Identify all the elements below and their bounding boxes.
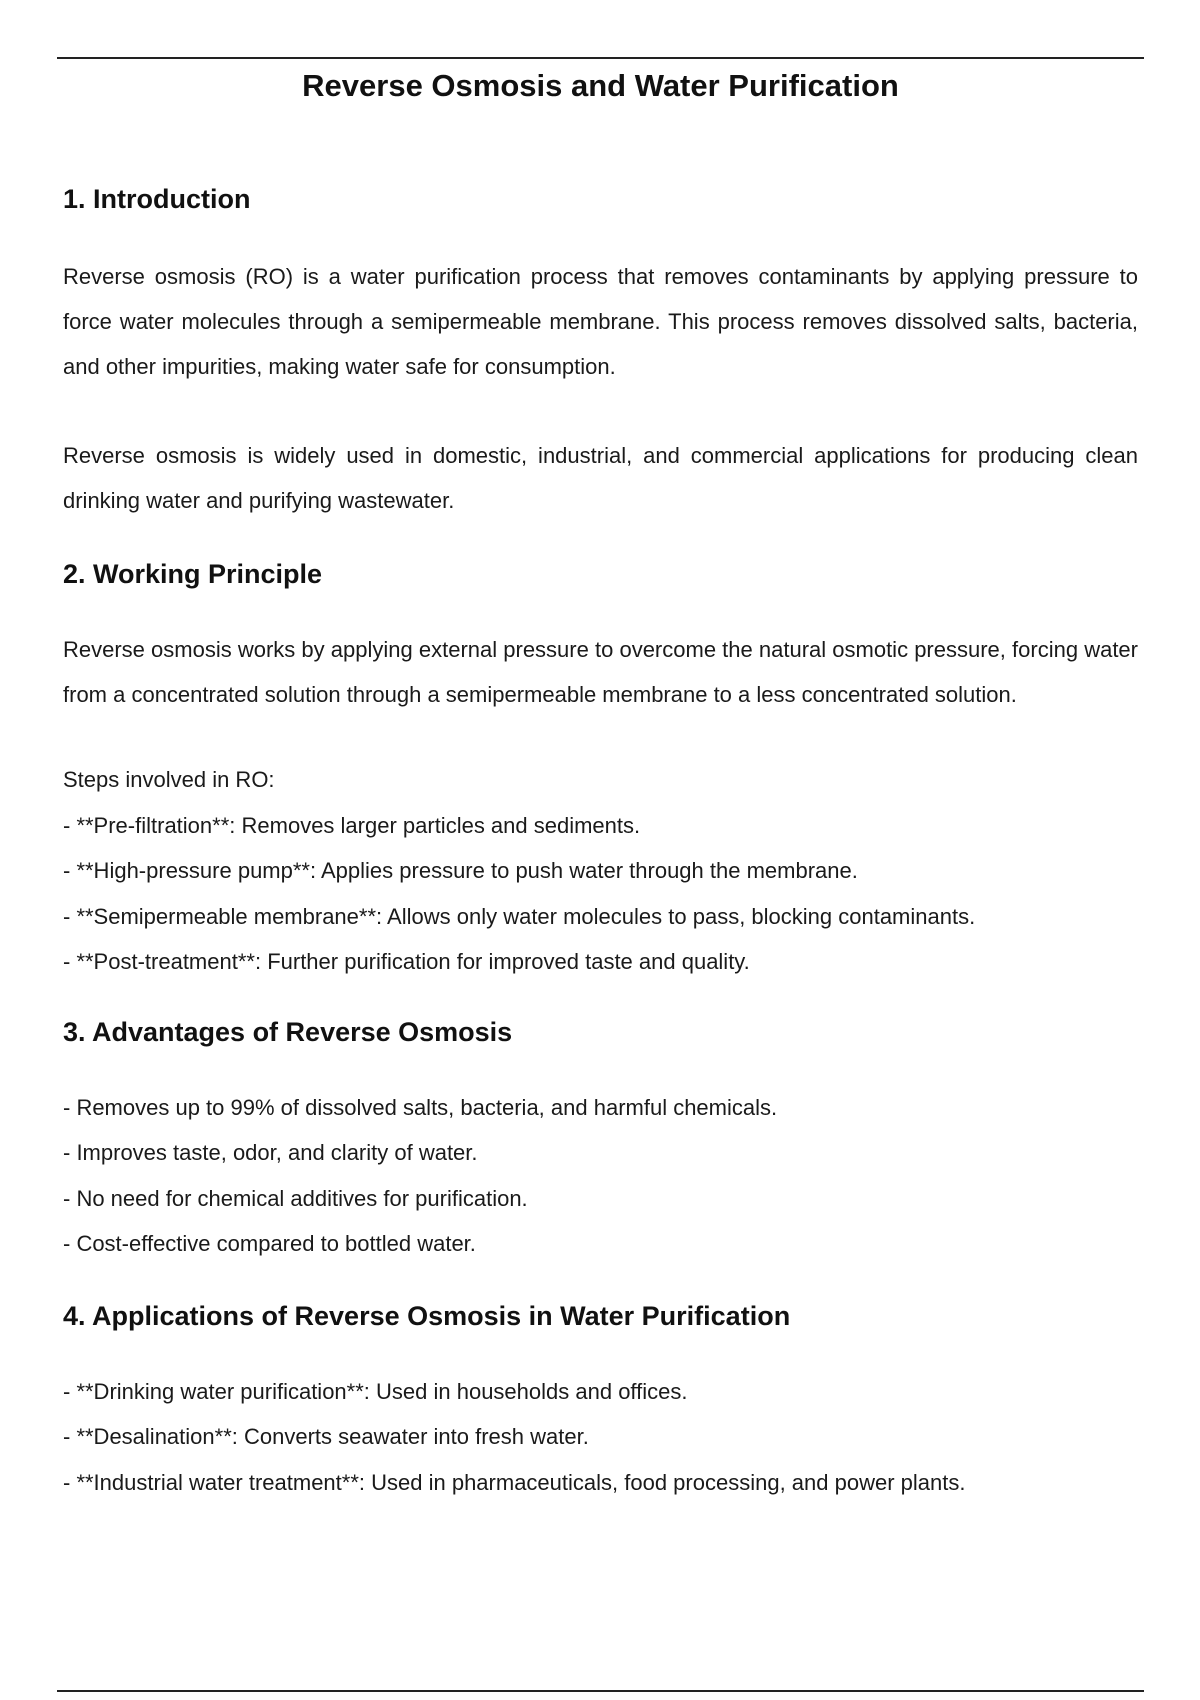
paragraph: Reverse osmosis (RO) is a water purification process that removes contaminants by applying pressure to force water molecules through a semipermeable membrane. This process removes dissolved salts, bacteria, and other impurities, making water safe for consumption.	[63, 264, 1138, 379]
list-item: - **Industrial water treatment**: Used in pharmaceuticals, food processing, and power plants.	[63, 1469, 966, 1495]
list-item: - **Desalination**: Converts seawater into fresh water.	[63, 1424, 589, 1449]
document-title: Reverse Osmosis and Water Purification	[302, 68, 899, 103]
list-item: - Cost-effective compared to bottled water.	[63, 1231, 476, 1256]
list-item: - **Post-treatment**: Further purification for improved taste and quality.	[63, 949, 750, 974]
list-item: - **High-pressure pump**: Applies pressure to push water through the membrane.	[63, 858, 858, 883]
section-advantages	[63, 1011, 1138, 1267]
paragraph: Reverse osmosis works by applying external pressure to overcome the natural osmotic pressure, forcing water from a concentrated solution through a semipermeable membrane to a less concentrated solution.	[63, 637, 1138, 707]
top-rule	[57, 57, 1144, 59]
list-item: - Improves taste, odor, and clarity of water.	[63, 1140, 478, 1165]
list-item: - Removes up to 99% of dissolved salts, bacteria, and harmful chemicals.	[63, 1094, 778, 1120]
section-working-principle	[63, 553, 1138, 985]
document-body	[63, 178, 1138, 1505]
section-introduction	[63, 178, 1138, 523]
applications-list	[63, 1369, 1138, 1506]
list-intro: Steps involved in RO:	[63, 767, 275, 792]
list-item: - **Drinking water purification**: Used in households and offices.	[63, 1378, 688, 1404]
section-heading: 3. Advantages of Reverse Osmosis	[63, 1016, 513, 1047]
list-item: - No need for chemical additives for purification.	[63, 1185, 528, 1211]
bottom-rule	[57, 1690, 1144, 1692]
advantages-list	[63, 1085, 1138, 1267]
section-heading: 4. Applications of Reverse Osmosis in Water Purification	[63, 1300, 791, 1331]
section-applications	[63, 1295, 1138, 1506]
list-item: - **Semipermeable membrane**: Allows only water molecules to pass, blocking contaminants.	[63, 903, 976, 929]
section-heading: 2. Working Principle	[63, 559, 323, 589]
steps-list-block	[63, 757, 1138, 985]
list-item: - **Pre-filtration**: Removes larger particles and sediments.	[63, 812, 641, 838]
section-heading: 1. Introduction	[63, 184, 251, 214]
steps-list	[63, 803, 1138, 985]
paragraph: Reverse osmosis is widely used in domestic, industrial, and commercial applications for producing clean drinking water and purifying wastewater.	[63, 443, 1138, 513]
